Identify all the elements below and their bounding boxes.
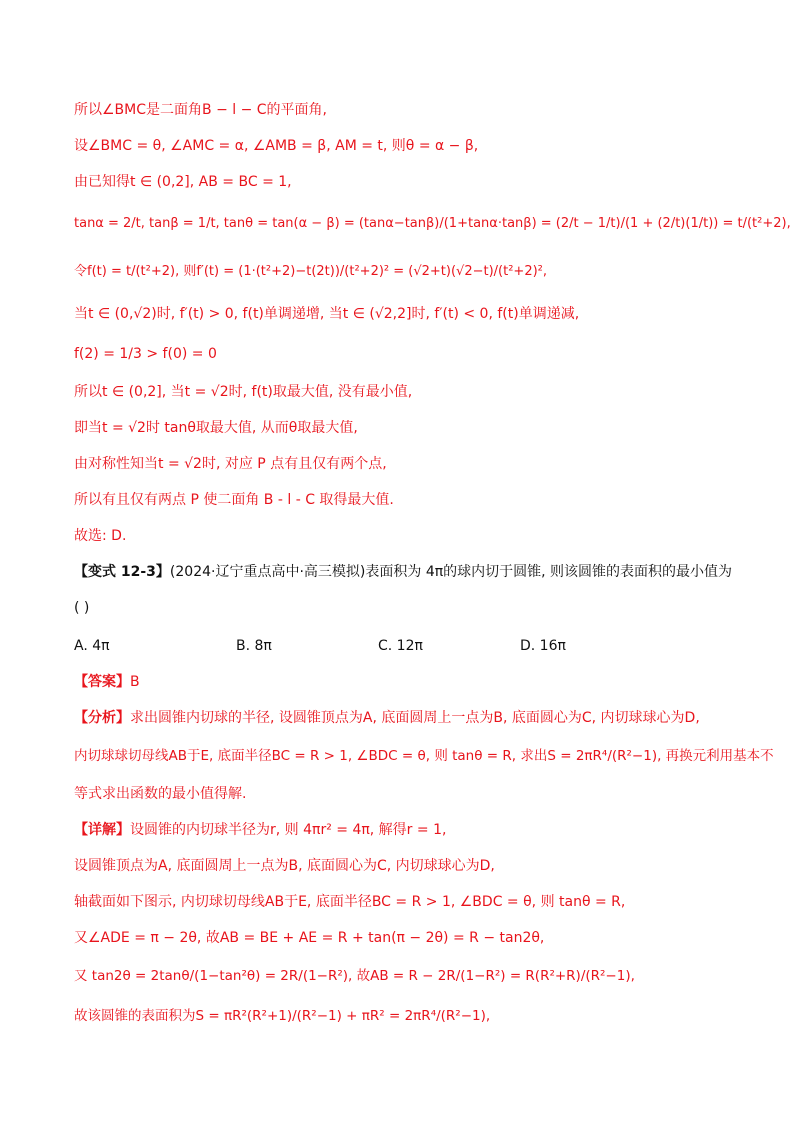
analysis-line [74,708,740,728]
solution-line: 所以∠BMC是二面角B − l − C的平面角, [74,102,327,118]
solution-line: 设∠BMC = θ, ∠AMC = α, ∠AMB = β, AM = t, 则θ = α − β, [74,138,479,154]
answer-line [74,672,740,692]
question-blank: ( ) [74,600,90,616]
detail-line: 又∠ADE = π − 2θ, 故AB = BE + AE = R + tan(π − 2θ) = R − tan2θ, [74,930,545,946]
question-source: (2024·辽宁重点高中·高三模拟) [169,564,366,580]
answer-value: B [130,674,140,690]
question-label: 【变式 12-3】 [74,564,170,580]
detail-line: 故该圆锥的表面积为S = πR²(R²+1)/(R²−1) + πR² = 2πR⁴/(R²−1), [74,1008,491,1024]
solution-line: 当t ∈ (0,√2)时, f′(t) > 0, f(t)单调递增, 当t ∈ (√2,2]时, f′(t) < 0, f(t)单调递减, [74,306,580,322]
analysis-text: 求出圆锥内切球的半径, 设圆锥顶点为A, 底面圆周上一点为B, 底面圆心为C, 内切球球心为D, [130,710,700,726]
solution-line: 所以t ∈ (0,2], 当t = √2时, f(t)取最大值, 没有最小值, [74,384,413,400]
analysis-label: 【分析】 [74,710,130,726]
detail-label: 【详解】 [74,822,130,838]
option-a: A. 4π [74,638,110,654]
detail-line [74,820,740,840]
solution-line: 由已知得t ∈ (0,2], AB = BC = 1, [74,174,292,190]
option-b: B. 8π [236,638,272,654]
answer-label: 【答案】 [74,674,130,690]
question-stem [74,562,740,582]
solution-line: 所以有且仅有两点 P 使二面角 B - l - C 取得最大值. [74,492,394,508]
option-d: D. 16π [520,638,566,654]
detail-line: 轴截面如下图示, 内切球切母线AB于E, 底面半径BC = R > 1, ∠BDC = θ, 则 tanθ = R, [74,894,626,910]
solution-line: 令f(t) = t/(t²+2), 则f′(t) = (1·(t²+2)−t(2t))/(t²+2)² = (√2+t)(√2−t)/(t²+2)², [74,264,548,279]
analysis-line: 等式求出函数的最小值得解. [74,786,247,802]
analysis-line: 内切球球切母线AB于E, 底面半径BC = R > 1, ∠BDC = θ, 则 tanθ = R, 求出S = 2πR⁴/(R²−1), 再换元利用基本不 [74,748,774,764]
solution-line: 即当t = √2时 tanθ取最大值, 从而θ取最大值, [74,420,358,436]
question-text: 表面积为 4π的球内切于圆锥, 则该圆锥的表面积的最小值为 [365,564,733,580]
solution-line: tanα = 2/t, tanβ = 1/t, tanθ = tan(α − β) = (tanα−tanβ)/(1+tanα·tanβ) = (2/t − 1/t)/(1 + (2/t)(1/t)) = t/(t²+2), [74,216,791,231]
detail-line: 又 tan2θ = 2tanθ/(1−tan²θ) = 2R/(1−R²), 故AB = R − 2R/(1−R²) = R(R²+R)/(R²−1), [74,968,635,984]
solution-line: 由对称性知当t = √2时, 对应 P 点有且仅有两个点, [74,456,387,472]
solution-line: 故选: D. [74,528,127,544]
option-c: C. 12π [378,638,423,654]
detail-text: 设圆锥的内切球半径为r, 则 4πr² = 4π, 解得r = 1, [130,822,447,838]
detail-line: 设圆锥顶点为A, 底面圆周上一点为B, 底面圆心为C, 内切球球心为D, [74,858,495,874]
solution-line: f(2) = 1/3 > f(0) = 0 [74,346,217,362]
